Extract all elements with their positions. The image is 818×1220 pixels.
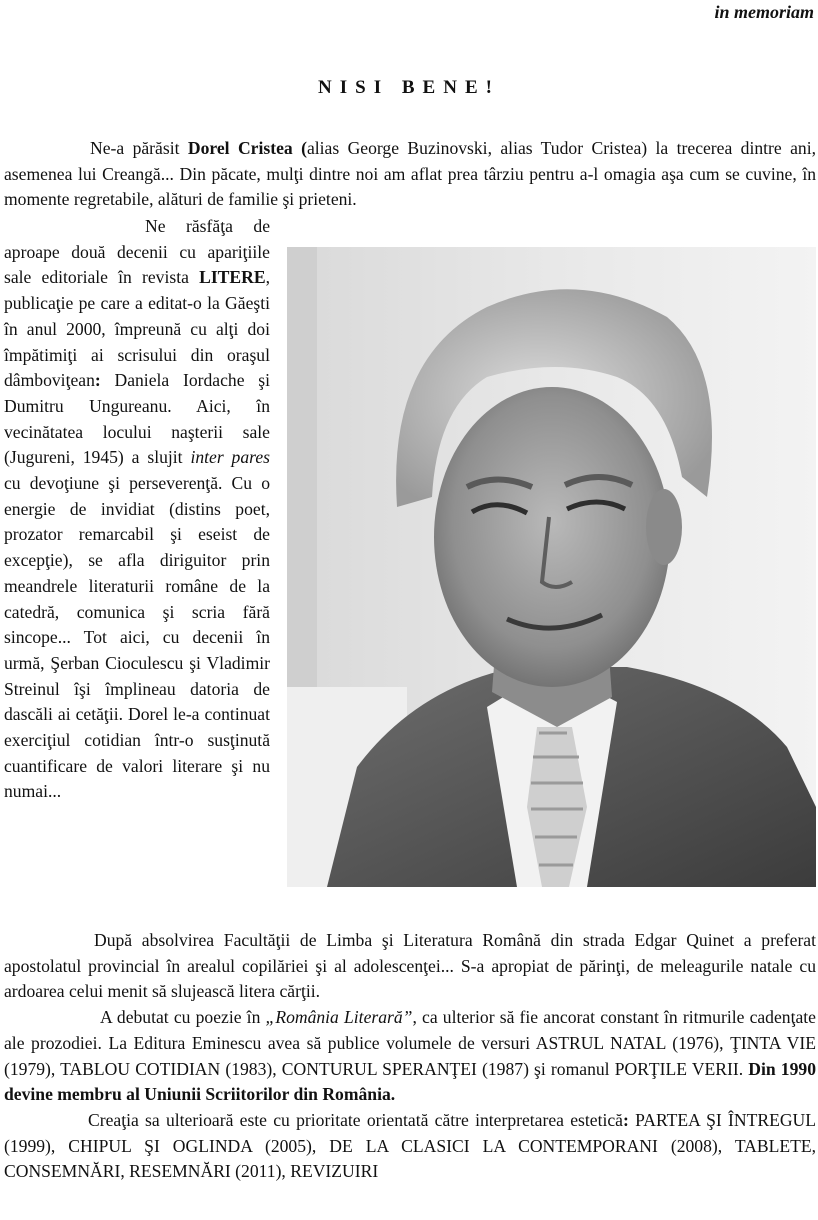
journal-name: „România Literară”: [265, 1007, 413, 1028]
paragraph-text: PARTEA ŞI ÎNTREGUL (1999), CHIPUL ŞI OGLINDA (2005), DE LA CLASICI LA CONTEMPORANI (2008), TABLETE, CONSEMNĂRI, RESEMNĂRI (2011), REVIZUIRI: [4, 1109, 816, 1182]
paragraph-text: Creaţia sa ulterioară este cu prioritate orientată către interpretarea estetică: [88, 1109, 623, 1130]
paragraph-text: cu devoţiune şi perseverenţă. Cu o energie de invidiat (distins poet, prozator remarcabil şi eseist de excepţie), se afla diriguitor prin meandrele literaturii române de la catedră, comunica şi scria fără sincope... Tot aici, cu decenii în urmă, Şerban Cioculescu şi Vladimir Streinul îşi împlineau datoria de dascăli ai cetăţii. Dorel le-a continuat exerciţiul cotidian într-o susţinută cuantificare de valori literare şi nu numai...: [4, 473, 270, 802]
colon: :: [94, 370, 101, 391]
portrait-photo: [287, 247, 816, 887]
union-membership: Din 1990 devine membru al Uniunii Scriitorilor din România.: [4, 1058, 816, 1105]
paragraph-works: [4, 1108, 816, 1185]
lower-text: [4, 928, 816, 1185]
paragraph-debut: [4, 1005, 816, 1108]
paragraph-studies: După absolvirea Facultăţii de Limba şi Literatura Română din strada Edgar Quinet a preferat apostolatul provincial în arealul copilăriei şi al adolescenţei... S-a apropiat de părinţi, de meleagurile natale cu ardoarea celui menit să slujească litera cărţii.: [4, 930, 816, 1002]
colon: :: [622, 1109, 629, 1130]
author-name: Dorel Cristea (: [187, 138, 307, 158]
paragraph-intro: [4, 136, 816, 213]
paragraph-text: A debutat cu poezie în: [100, 1007, 266, 1028]
paragraph-text: Ne-a părăsit: [90, 138, 188, 158]
paragraph-text: , ca ulterior să fie ancorat constant în ritmurile cadenţate ale prozodiei. La Editura Eminescu avea să publice volumele de versuri ASTRUL NATAL (1976), ŢINTA VIE (1979), TABLOU COTIDIAN (1983), CONTURUL SPERANŢEI (1987) şi romanul PORŢILE VERII.: [4, 1007, 816, 1079]
magazine-name: LITERE: [199, 267, 266, 288]
paragraph-text: Ne răsfăţa de aproape două decenii cu apariţiile sale editoriale în revista: [4, 216, 270, 288]
section-header: in memoriam: [714, 2, 814, 22]
latin-phrase: inter pares: [190, 447, 270, 468]
paragraph-text: alias George Buzinovski, alias Tudor Cristea) la trecerea dintre ani, asemenea lui Creangă... Din păcate, mulţi dintre noi am aflat prea târziu pentru a-l omagia aşa cum se cuvine, în momente regretabile, alături de familie şi prieteni.: [4, 138, 817, 210]
paragraph-text: Daniela Iordache şi Dumitru Ungureanu. Aici, în vecinătatea locului naşterii sale (Jugureni, 1945) a slujit: [4, 370, 270, 468]
paragraph-column: [4, 214, 270, 805]
paragraph-text: , publicaţie pe care a editat-o la Găeşti în anul 2000, împreună cu alţi doi împătimiţi ai scrisului din oraşul dâmboviţean: [4, 267, 270, 391]
article-title: NISI BENE!: [318, 77, 500, 98]
